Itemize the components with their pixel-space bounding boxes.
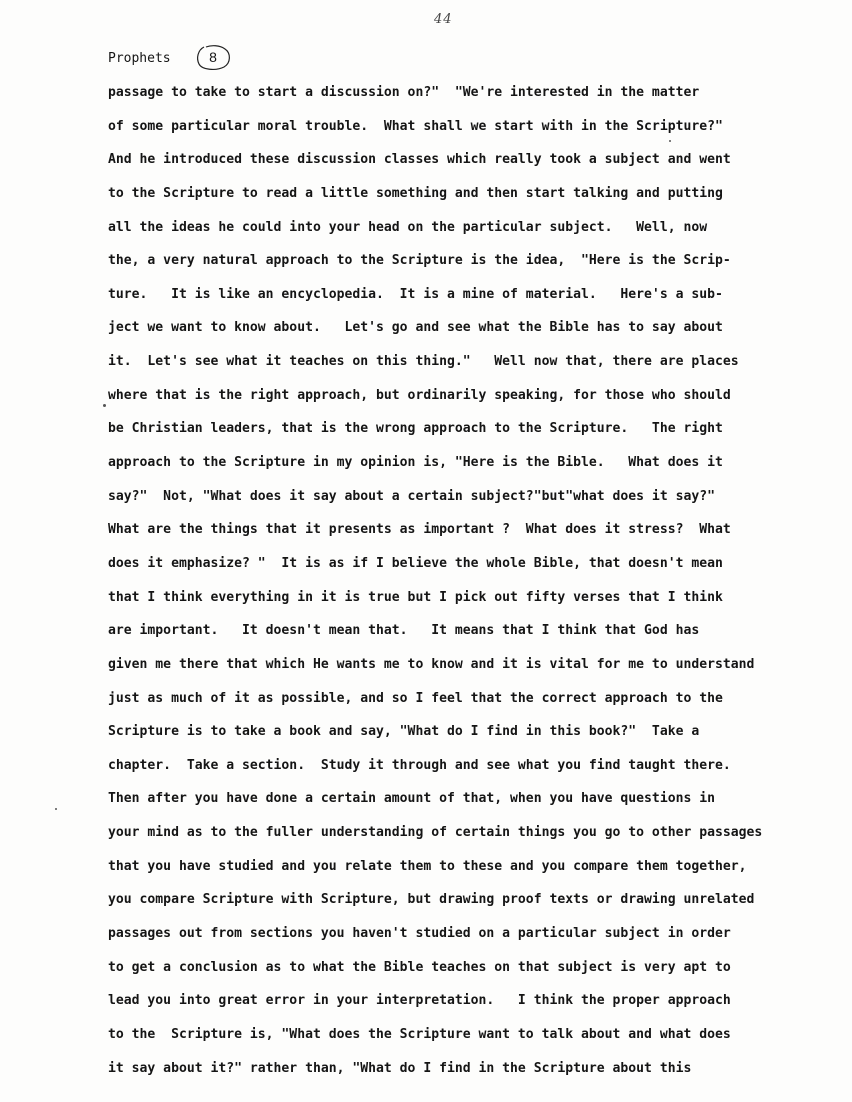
text-line: ject we want to know about. Let's go and see what the Bible has to say about (108, 320, 723, 336)
text-line: of some particular moral trouble. What shall we start with in the Scripture?" (108, 118, 723, 134)
section-number-circle (194, 44, 232, 72)
text-line: ture. It is like an encyclopedia. It is a mine of material. Here's a sub- (108, 286, 723, 302)
ink-speck (55, 808, 57, 810)
text-line: the, a very natural approach to the Scripture is the idea, "Here is the Scrip- (108, 253, 731, 269)
text-line: that you have studied and you relate them to these and you compare them together, (108, 858, 747, 874)
text-line: And he introduced these discussion classes which really took a subject and went (108, 152, 731, 168)
section-number: 8 (209, 49, 217, 65)
text-line: you compare Scripture with Scripture, but drawing proof texts or drawing unrelated (108, 892, 755, 908)
text-line: to the Scripture to read a little something and then start talking and putting (108, 185, 723, 201)
text-line: say?" Not, "What does it say about a certain subject?"but"what does it say?" (108, 488, 715, 504)
text-line: passages out from sections you haven't studied on a particular subject in order (108, 926, 731, 942)
text-line: just as much of it as possible, and so I feel that the correct approach to the (108, 690, 723, 706)
text-line: given me there that which He wants me to know and it is vital for me to understand (108, 656, 755, 672)
text-line: to get a conclusion as to what the Bible teaches on that subject is very apt to (108, 959, 731, 975)
text-line: does it emphasize? " It is as if I believe the whole Bible, that doesn't mean (108, 555, 723, 571)
text-line: are important. It doesn't mean that. It means that I think that God has (108, 623, 700, 639)
ink-speck (103, 404, 106, 407)
text-line: where that is the right approach, but ordinarily speaking, for those who should (108, 387, 731, 403)
text-line: Then after you have done a certain amount of that, when you have questions in (108, 791, 715, 807)
section-label: Prophets (108, 51, 171, 66)
text-line: be Christian leaders, that is the wrong approach to the Scripture. The right (108, 421, 723, 437)
page-number: 44 (434, 12, 453, 27)
text-line: chapter. Take a section. Study it through and see what you find taught there. (108, 757, 731, 773)
ink-speck (669, 140, 671, 142)
text-line: What are the things that it presents as important ? What does it stress? What (108, 522, 731, 538)
body-text (108, 82, 818, 1091)
text-line: your mind as to the fuller understanding of certain things you go to other passages (108, 825, 763, 841)
text-line: it. Let's see what it teaches on this thing." Well now that, there are places (108, 354, 739, 370)
text-line: all the ideas he could into your head on the particular subject. Well, now (108, 219, 708, 235)
text-line: approach to the Scripture in my opinion is, "Here is the Bible. What does it (108, 455, 723, 471)
text-line: passage to take to start a discussion on?" "We're interested in the matter (108, 85, 700, 100)
text-line: that I think everything in it is true but I pick out fifty verses that I think (108, 589, 723, 605)
text-line: to the Scripture is, "What does the Scripture want to talk about and what does (108, 1026, 731, 1042)
text-line: lead you into great error in your interpretation. I think the proper approach (108, 993, 731, 1009)
text-line: Scripture is to take a book and say, "What do I find in this book?" Take a (108, 724, 700, 740)
text-line: it say about it?" rather than, "What do I find in the Scripture about this (108, 1060, 692, 1076)
